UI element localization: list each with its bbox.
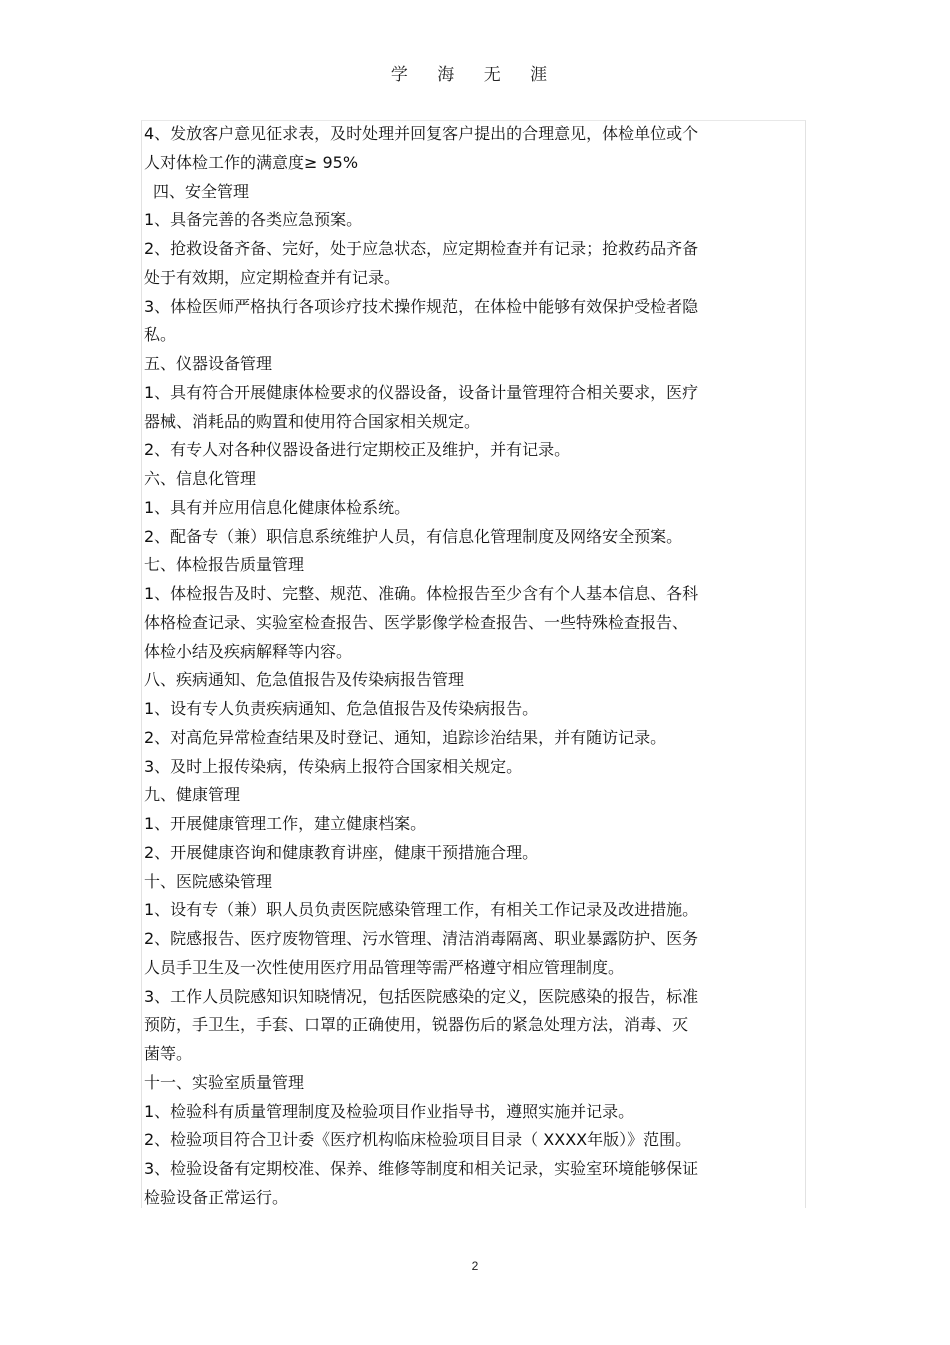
section-heading: 八、疾病通知、危急值报告及传染病报告管理 [144, 670, 465, 690]
text-line: 2、抢救设备齐备、完好，处于应急状态，应定期检查并有记录；抢救药品齐备 [144, 239, 699, 258]
text-line: 器械、消耗品的购置和使用符合国家相关规定。 [144, 411, 481, 431]
text-line: 2、院感报告、医疗废物管理、污水管理、清洁消毒隔离、职业暴露防护、医务 [144, 929, 699, 948]
text-line: 菌等。 [144, 1044, 193, 1063]
text-line: 体检小结及疾病解释等内容。 [144, 641, 353, 661]
text-line: 3、工作人员院感知识知晓情况，包括医院感染的定义，医院感染的报告，标准 [144, 986, 699, 1006]
text-line: 1、检验科有质量管理制度及检验项目作业指导书，遵照实施并记录。 [144, 1101, 635, 1121]
text-line: 1、开展健康管理工作，建立健康档案。 [144, 814, 427, 833]
section-heading: 十一、实验室质量管理 [144, 1072, 305, 1092]
section-heading: 九、健康管理 [144, 785, 241, 805]
text-line: 检验设备正常运行。 [144, 1187, 289, 1207]
document-body [144, 120, 804, 1213]
page-number: 2 [471, 1259, 479, 1273]
text-line: 4、发放客户意见征求表，及时处理并回复客户提出的合理意见，体检单位或个 [144, 124, 699, 143]
text-line: 3、体检医师严格执行各项诊疗技术操作规范，在体检中能够有效保护受检者隐 [144, 296, 699, 316]
section-heading: 十、医院感染管理 [144, 871, 273, 891]
text-line: 2、开展健康咨询和健康教育讲座，健康干预措施合理。 [144, 842, 539, 862]
text-line: 人对体检工作的满意度≥ 95% [144, 152, 359, 172]
text-line: 2、对高危异常检查结果及时登记、通知，追踪诊治结果，并有随访记录。 [144, 727, 667, 747]
text-line: 体格检查记录、实验室检查报告、医学影像学检查报告、一些特殊检查报告、 [144, 612, 689, 632]
section-heading: 六、信息化管理 [144, 469, 257, 488]
text-line: 1、体检报告及时、完整、规范、准确。体检报告至少含有个人基本信息、各科 [144, 584, 699, 603]
text-line: 处于有效期，应定期检查并有记录。 [144, 267, 401, 287]
text-line: 1、设有专（兼）职人员负责医院感染管理工作，有相关工作记录及改进措施。 [144, 900, 699, 920]
section-heading: 七、体检报告质量管理 [144, 555, 305, 575]
text-line: 2、有专人对各种仪器设备进行定期校正及维护，并有记录。 [144, 440, 571, 460]
section-heading: 四、安全管理 [153, 181, 250, 201]
text-line: 1、具有并应用信息化健康体检系统。 [144, 497, 411, 517]
page-header: 学 海 无 涯 [390, 65, 560, 85]
text-line: 人员手卫生及一次性使用医疗用品管理等需严格遵守相应管理制度。 [144, 957, 625, 977]
text-line: 1、具备完善的各类应急预案。 [144, 210, 363, 230]
text-line: 3、及时上报传染病，传染病上报符合国家相关规定。 [144, 756, 523, 776]
text-line: 1、设有专人负责疾病通知、危急值报告及传染病报告。 [144, 699, 539, 718]
section-heading: 五、仪器设备管理 [144, 354, 273, 373]
text-line: 2、检验项目符合卫计委《医疗机构临床检验项目目录（ XXXX年版）》范围。 [144, 1130, 692, 1150]
text-line: 私。 [144, 325, 177, 345]
text-line: 1、具有符合开展健康体检要求的仪器设备，设备计量管理符合相关要求，医疗 [144, 382, 699, 402]
text-line: 预防，手卫生，手套、口罩的正确使用，锐器伤后的紧急处理方法，消毒、灭 [144, 1015, 689, 1035]
text-line: 3、检验设备有定期校准、保养、维修等制度和相关记录，实验室环境能够保证 [144, 1159, 699, 1178]
text-line: 2、配备专（兼）职信息系统维护人员，有信息化管理制度及网络安全预案。 [144, 526, 683, 546]
